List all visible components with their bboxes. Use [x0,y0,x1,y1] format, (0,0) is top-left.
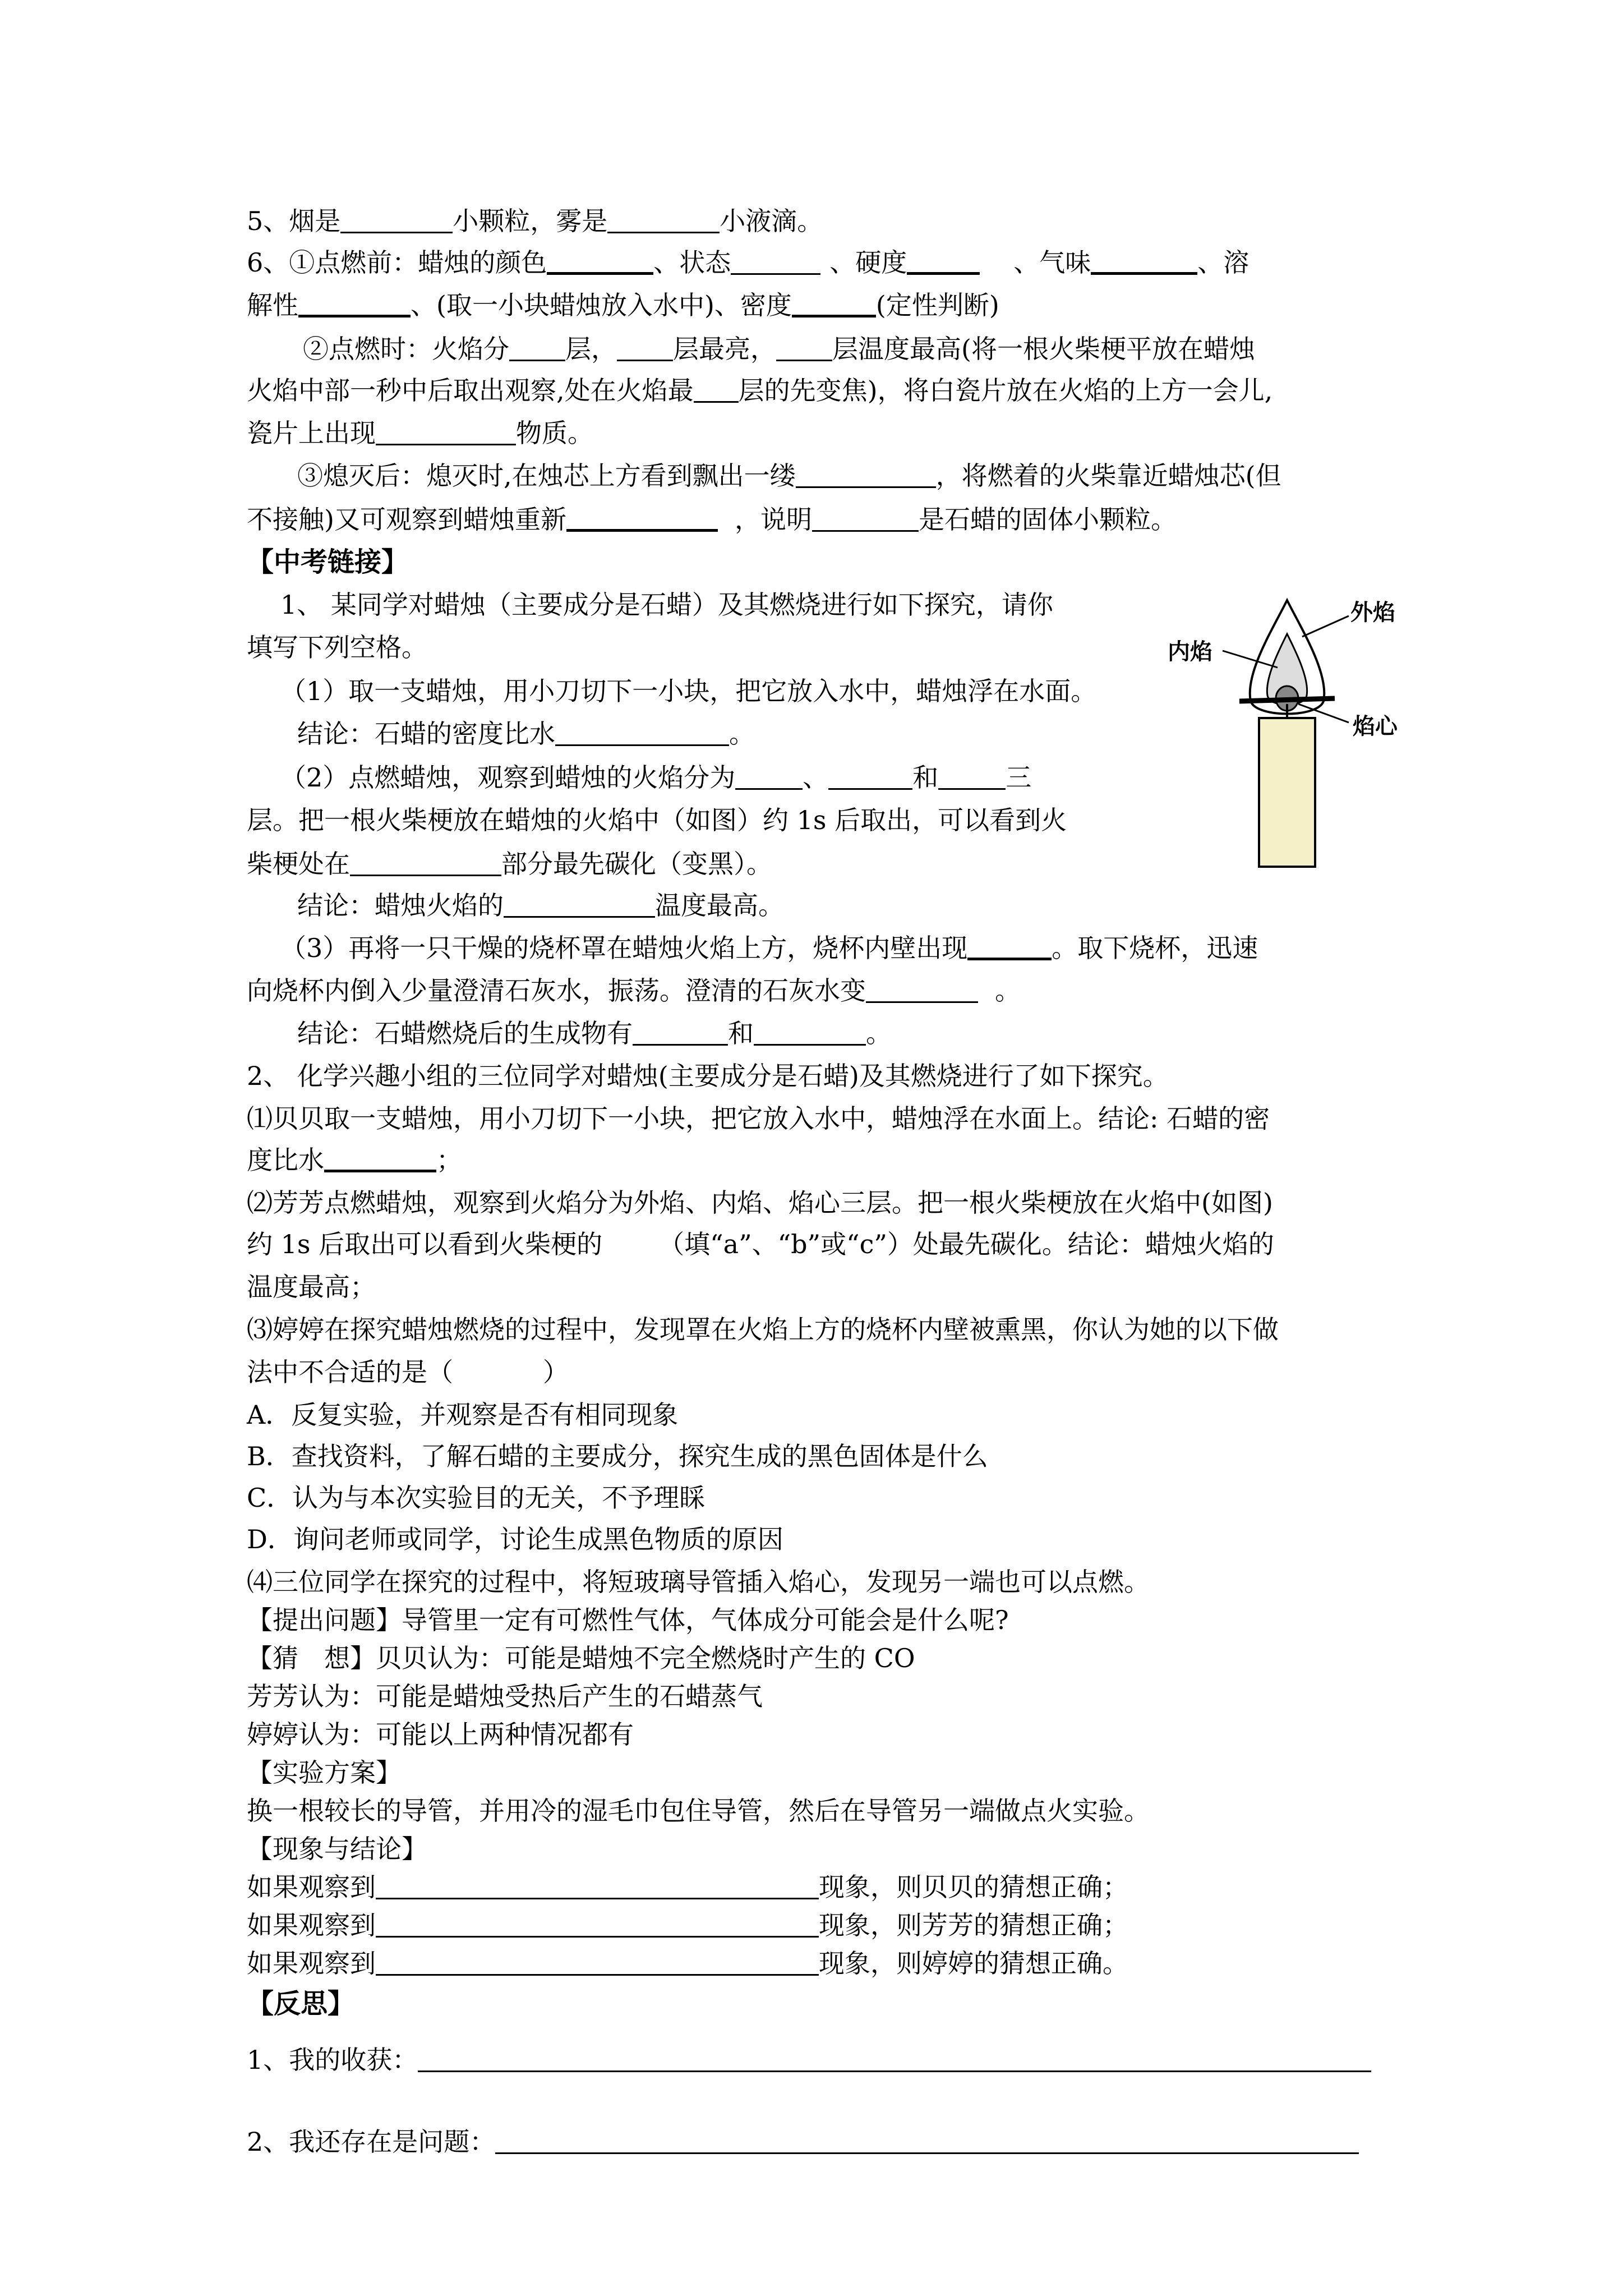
p1-text: 三 [1006,762,1032,793]
p2-result-blank-3[interactable] [376,1949,819,1976]
p1-text: 和 [728,1018,754,1048]
p1-text: 温度最高。 [655,890,784,921]
q6-text: 层的先变焦)，将白瓷片放在火焰的上方一会儿, [738,375,1273,406]
q6-text: (定性判断) [875,290,999,320]
p1-text: 结论：石蜡燃烧后的生成物有 [297,1018,633,1048]
q6-text: 层最亮， [673,334,776,364]
p2-option-c: C．认为与本次实验目的无关，不予理睬 [247,1483,706,1513]
p1-line [297,1015,1441,1051]
label-outer-flame: 外焰 [1350,600,1395,625]
p2-text: 现象，则婷婷的猜想正确。 [819,1948,1128,1978]
p1-flame-blank-2[interactable] [828,763,912,790]
p2-text: 法中不合适的是（ [247,1357,453,1387]
label-flame-core: 焰心 [1353,714,1398,739]
q6-smell-blank[interactable] [1091,247,1197,275]
p1-text: 。 [995,976,1021,1006]
p1-text: 、 [803,762,829,793]
p2-guess-label: 【猜 想】 [247,1643,376,1673]
q5-blank-1[interactable] [340,207,453,233]
p2-line: ⑴贝贝取一支蜡烛，用小刀切下一小块，把它放入水中，蜡烛浮在水面上。结论: 石蜡的密 [247,1103,1270,1134]
p2-text: ） [543,1357,569,1387]
section-heading-reflect: 【反思】 [247,1988,355,2019]
p1-text: 柴梗处在 [247,849,350,879]
p2-guess-1: 贝贝认为：可能是蜡烛不完全燃烧时产生的 CO [376,1643,915,1673]
p2-line: ⑷三位同学在探究的过程中，将短玻璃导管插入焰心，发现另一端也可以点燃。 [247,1567,1150,1597]
q6-text: 火焰中部一秒中后取出观察,处在火焰最 [247,375,694,406]
label-inner-flame: 内焰 [1168,639,1212,665]
q6-char-blank[interactable] [694,376,739,403]
q6-text: 解性 [247,290,298,320]
q6-text: ③熄灭后：熄灭时,在烛芯上方看到飘出一缕 [297,461,796,491]
p2-guess-line [247,1640,1391,1676]
p2-result-blank-1[interactable] [376,1873,819,1899]
q5-text-a: 5、烟是 [247,206,341,236]
candle-body [1259,718,1315,867]
p1-text: 。 [729,719,755,749]
q6-text: 、溶 [1197,247,1249,278]
p1-text: （3）再将一只干燥的烧杯罩在蜡烛火焰上方，烧杯内壁出现 [280,933,968,963]
p2-line [247,1226,1391,1262]
p2-line: ⑵芳芳点燃蜡烛，观察到火焰分为外焰、内焰、焰心三层。把一根火柴梗放在火焰中(如图) [247,1188,1273,1218]
p2-option-b: B．查找资料，了解石蜡的主要成分，探究生成的黑色固体是什么 [247,1441,988,1471]
reflect-text: 2、我还存在是问题： [247,2127,496,2157]
p1-line: 层。把一根火柴梗放在蜡烛的火焰中（如图）约 1s 后取出，可以看到火 [247,805,1067,835]
q6-brightest-blank[interactable] [617,335,673,361]
p1-line: 填写下列空格。 [247,632,427,662]
reflect-blank-2[interactable] [495,2128,1359,2154]
p1-text: 和 [912,762,939,793]
p2-text: 现象，则贝贝的猜想正确； [819,1872,1128,1902]
p1-line: 1、 某同学对蜡烛（主要成分是石蜡）及其燃烧进行如下探究，请你 [280,590,1053,620]
p1-density-blank[interactable] [555,720,729,746]
p1-text: 向烧杯内倒入少量澄清石灰水，振荡。澄清的石灰水变 [247,976,866,1006]
q6-hardness-blank[interactable] [907,247,980,275]
q5-text-b: 小颗粒，雾是 [453,206,608,236]
matchstick [1239,698,1335,701]
q6-which-blank[interactable] [812,505,919,532]
p2-text: 如果观察到 [247,1948,376,1978]
reflect-text: 1、我的收获： [247,2045,418,2075]
p2-result-3 [247,1945,1391,1981]
q6-line-2 [247,287,1391,323]
q6-text: ，说明 [734,504,812,535]
p2-line: ⑶婷婷在探究蜡烛燃烧的过程中，发现罩在火焰上方的烧杯内壁被熏黑，你认为她的以下做 [247,1314,1279,1345]
q6-text: 不接触)又可观察到蜡烛重新 [247,504,566,535]
p1-beaker-blank[interactable] [967,933,1052,960]
q5-blank-2[interactable] [607,207,720,233]
p2-result-blank-2[interactable] [376,1911,819,1938]
q6-state-blank[interactable] [731,249,820,275]
section-heading-zhongkao: 【中考链接】 [247,546,409,578]
q6-substance-blank[interactable] [376,419,516,445]
p1-text: 结论：石蜡的密度比水 [297,719,555,749]
p1-text: 。 [866,1018,892,1048]
p2-question: 【提出问题】导管里一定有可燃性气体，气体成分可能会是什么呢? [247,1605,1009,1635]
q6-line-4 [247,372,1391,408]
reflect-item-1 [247,2042,1391,2078]
q6-text: 、硬度 [829,247,907,278]
p2-guess-3: 婷婷认为：可能以上两种情况都有 [247,1719,634,1750]
q6-line-5 [247,415,1391,451]
p2-line [247,1354,1391,1390]
q6-line-6 [297,458,1441,494]
q6-text: 是石蜡的固体小颗粒。 [918,504,1177,535]
p2-text: 约 1s 后取出可以看到火柴梗的 [247,1229,603,1259]
q6-line-3 [303,331,1447,367]
p1-line [280,930,1424,966]
q6-layers-blank[interactable] [509,335,565,361]
q6-solubility-blank[interactable] [298,290,411,318]
p1-text: 。取下烧杯，迅速 [1052,933,1258,963]
q6-line-1 [247,245,1391,280]
candle-flame-figure [1155,583,1424,875]
p2-option-a: A．反复实验，并观察是否有相同现象 [247,1400,679,1430]
q6-text: 、状态 [653,247,731,278]
q6-text: ，将燃着的火柴靠近蜡烛芯(但 [935,461,1281,491]
q6-hottest-blank[interactable] [776,335,832,361]
p2-text: 如果观察到 [247,1872,376,1902]
p2-line [247,1142,1391,1178]
q6-text: 6、①点燃前：蜡烛的颜色 [247,247,547,278]
p1-line [297,887,1441,923]
p1-part-blank[interactable] [350,850,501,876]
p2-plan-label: 【实验方案】 [247,1757,402,1788]
q5-text-c: 小液滴。 [720,206,823,236]
p2-result-label: 【现象与结论】 [247,1834,427,1864]
q6-text: 层温度最高(将一根火柴梗平放在蜡烛 [832,334,1255,364]
q6-color-blank[interactable] [547,247,653,275]
p1-text: 结论：蜡烛火焰的 [297,890,504,921]
p1-product-blank-1[interactable] [633,1019,728,1046]
q6-text: 物质。 [516,418,593,448]
q6-smoke-blank[interactable] [796,462,936,488]
p1-text: （2）点燃蜡烛，观察到蜡烛的火焰分为 [280,762,736,793]
p2-option-d: D．询问老师或同学，讨论生成黑色物质的原因 [247,1524,783,1554]
p2-density-blank[interactable] [324,1145,436,1172]
p2-result-2 [247,1907,1391,1943]
p1-product-blank-2[interactable] [754,1019,866,1046]
p1-hottest-blank[interactable] [504,891,655,918]
q6-density-blank[interactable] [792,290,876,318]
q6-text: 层， [565,334,617,364]
q6-line-7 [247,501,1391,537]
p1-flame-blank-3[interactable] [938,763,1006,790]
p2-line: 温度最高； [247,1272,376,1302]
p1-line [247,973,1391,1009]
p2-text: ； [436,1145,462,1175]
p2-text: （填“a”、“b”或“c”）处最先碳化。结论：蜡烛火焰的 [658,1229,1274,1259]
p2-line: 2、 化学兴趣小组的三位同学对蜡烛(主要成分是石蜡)及其燃烧进行了如下探究。 [247,1061,1169,1091]
leader-outer [1302,616,1349,637]
p2-text: 现象，则芳芳的猜想正确； [819,1910,1128,1940]
p1-line: （1）取一支蜡烛，用小刀切下一小块，把它放入水中，蜡烛浮在水面。 [280,676,1097,706]
p1-limewater-blank[interactable] [866,977,978,1003]
q6-text: 、(取一小块蜡烛放入水中)、密度 [411,290,792,320]
q6-text: 、气味 [1013,247,1091,278]
q6-text: ②点燃时：火焰分 [303,334,509,364]
q5-line [247,203,1391,239]
q6-reignite-blank[interactable] [566,504,718,532]
p1-text: 部分最先碳化（变黑）。 [501,849,772,879]
p2-text: 如果观察到 [247,1910,376,1940]
reflect-item-2 [247,2124,1391,2160]
p2-plan: 换一根较长的导管，并用冷的湿毛巾包住导管，然后在导管另一端做点火实验。 [247,1796,1150,1826]
p1-flame-blank-1[interactable] [735,763,803,790]
reflect-blank-1[interactable] [418,2046,1371,2072]
p2-result-1 [247,1869,1391,1905]
q6-text: 瓷片上出现 [247,418,376,448]
p2-guess-2: 芳芳认为：可能是蜡烛受热后产生的石蜡蒸气 [247,1681,763,1711]
p2-text: 度比水 [247,1145,324,1175]
